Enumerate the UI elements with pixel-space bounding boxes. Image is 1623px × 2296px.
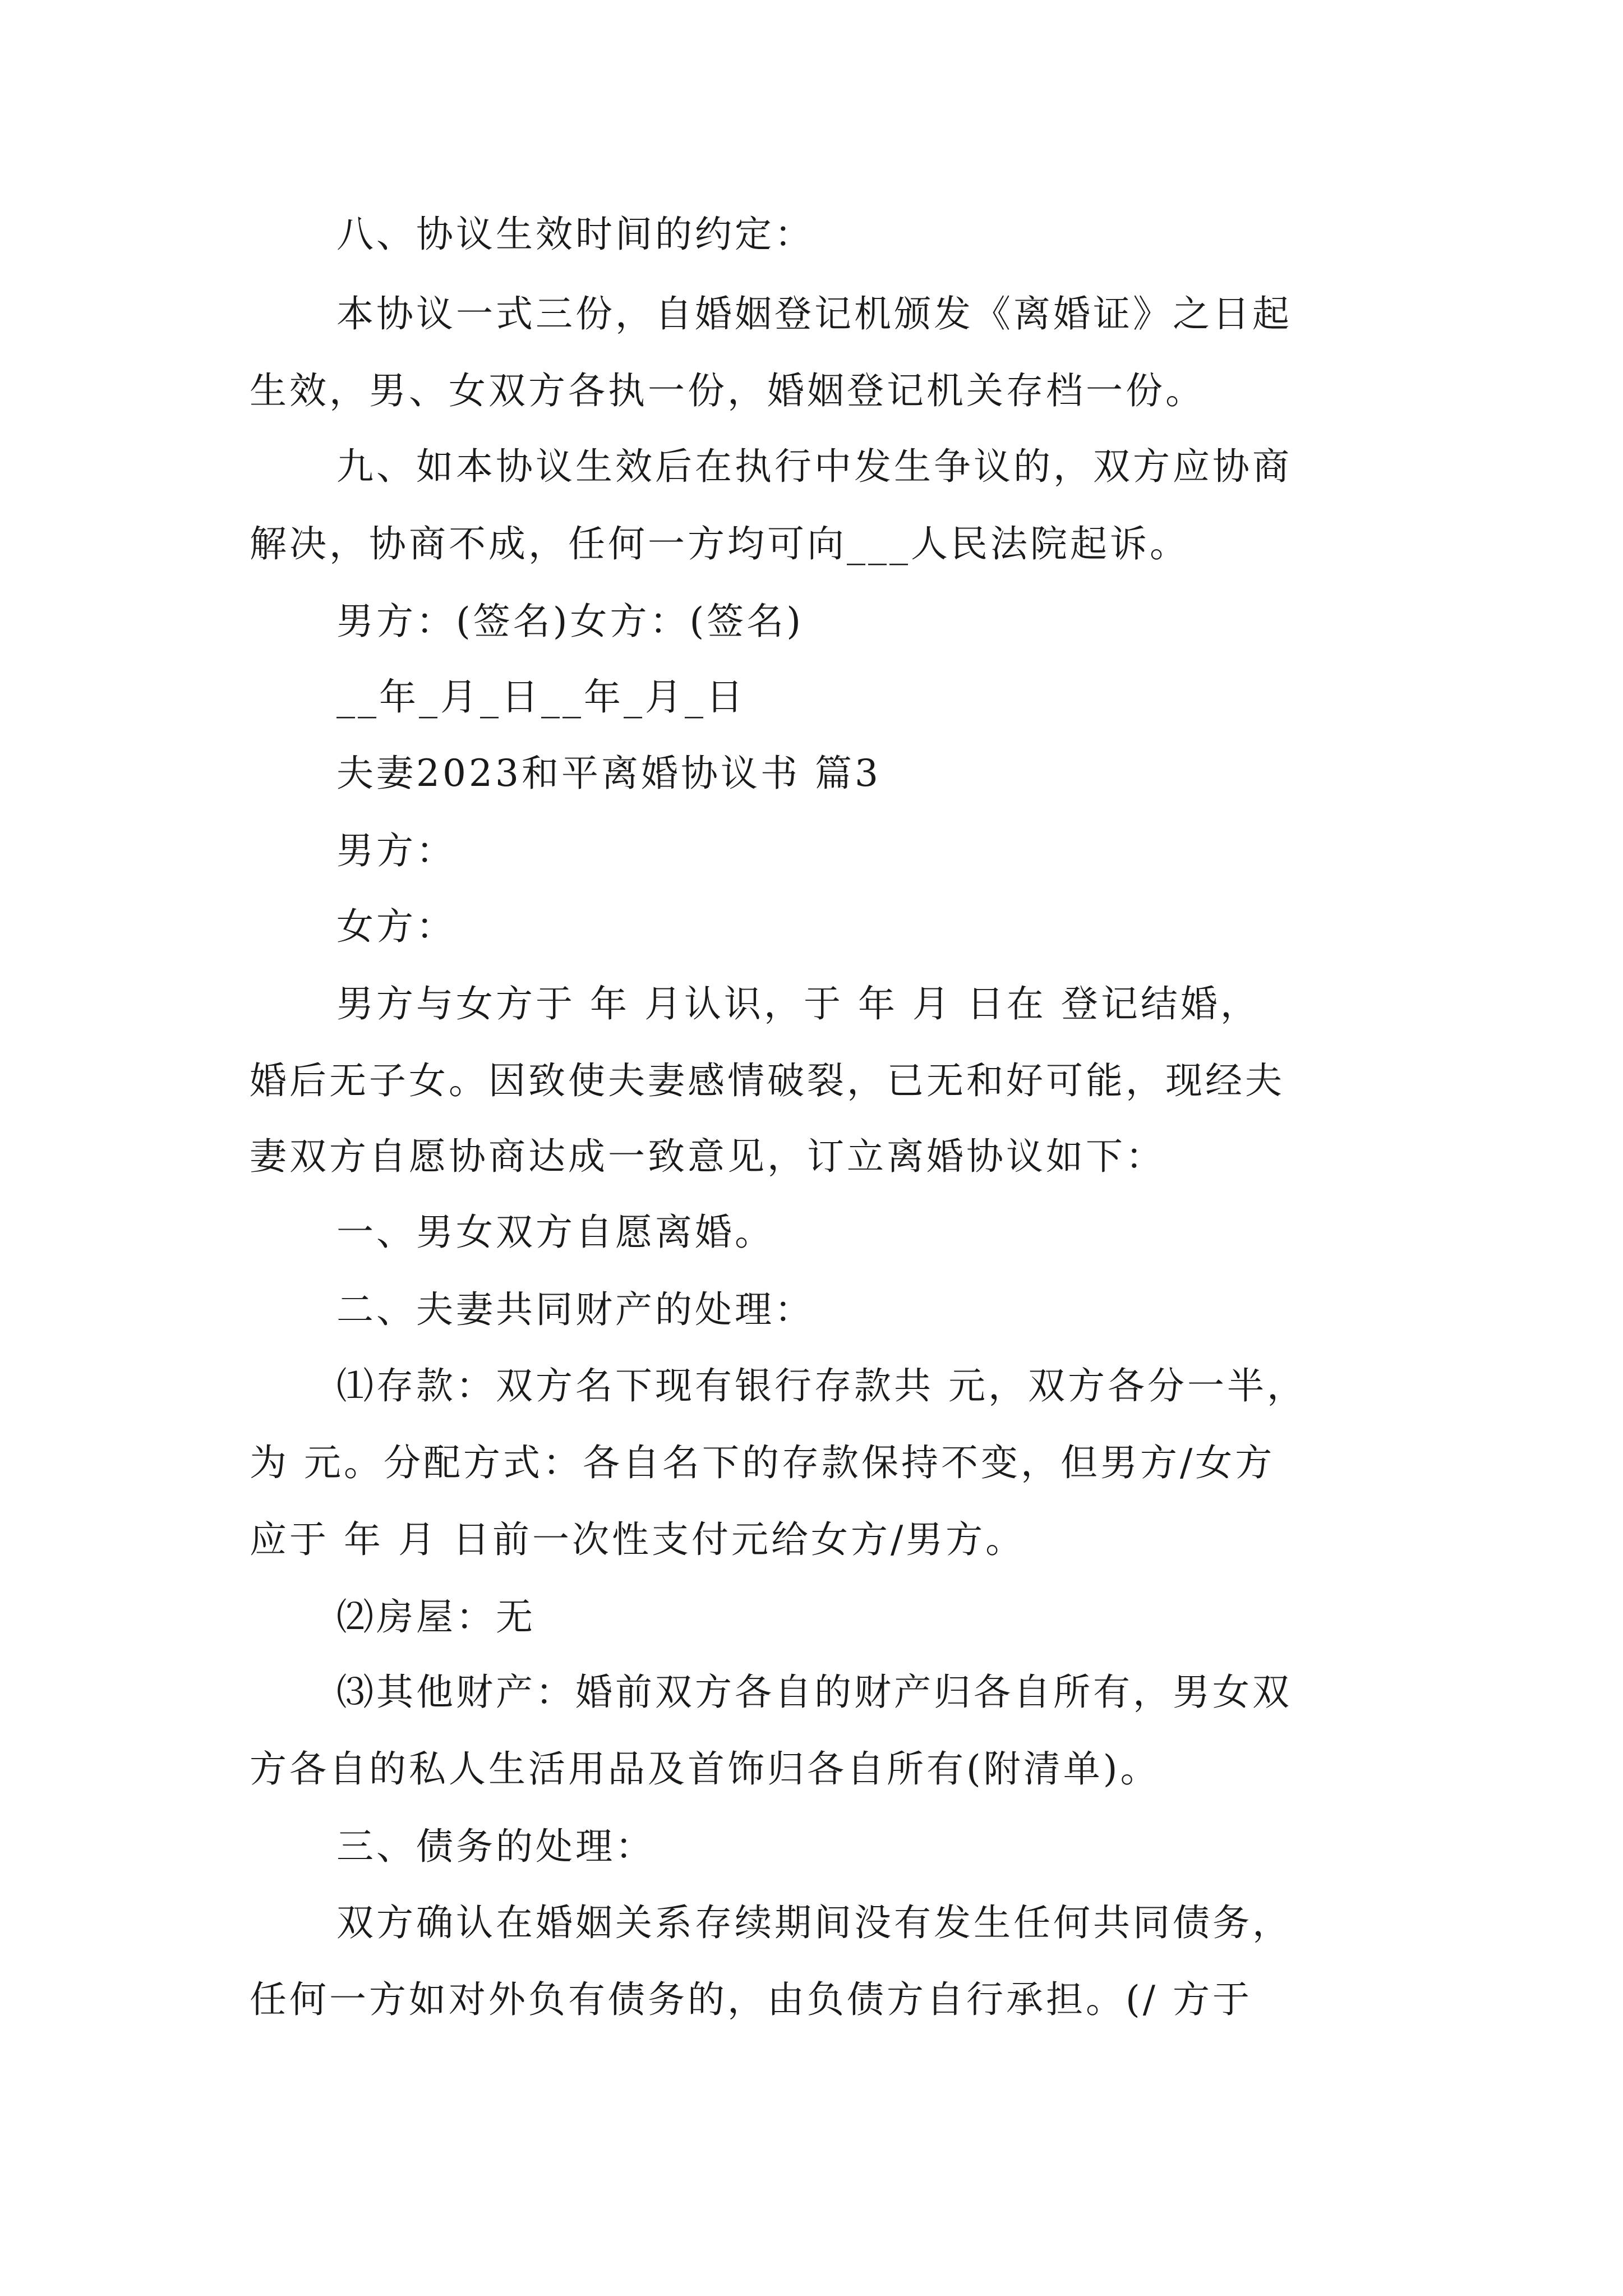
agreement-title: 夫妻2023和平离婚协议书 篇3	[336, 752, 881, 795]
section-9-line: 九、如本协议生效后在执行中发生争议的，双方应协商	[336, 445, 1292, 488]
paragraph-line: 为 元。分配方式：各自名下的存款保持不变，但男方/女方	[250, 1441, 1275, 1484]
date-line: __年_月_日__年_月_日	[336, 675, 746, 719]
paragraph-line: 任何一方如对外负有债务的，由负债方自行承担。(/ 方于	[250, 1978, 1252, 2021]
paragraph-line: 解决，协商不成，任何一方均可向___人民法院起诉。	[250, 522, 1189, 565]
section-8-heading: 八、协议生效时间的约定：	[336, 213, 814, 256]
paragraph-line: 应于 年 月 日前一次性支付元给女方/男方。	[250, 1518, 1026, 1561]
section-3-heading: 三、债务的处理：	[336, 1825, 655, 1868]
section-2-heading: 二、夫妻共同财产的处理：	[336, 1288, 814, 1331]
section-1-heading: 一、男女双方自愿离婚。	[336, 1211, 774, 1254]
paragraph-line: 男方与女方于 年 月认识，于 年 月 日在 登记结婚，	[336, 982, 1260, 1025]
party-male-label: 男方：	[336, 829, 456, 872]
paragraph-line: 本协议一式三份，自婚姻登记机颁发《离婚证》之日起	[336, 292, 1292, 335]
paragraph-line: 双方确认在婚姻关系存续期间没有发生任何共同债务，	[336, 1901, 1292, 1944]
paragraph-line: 生效，男、女双方各执一份，婚姻登记机关存档一份。	[250, 369, 1205, 412]
paragraph-line: 妻双方自愿协商达成一致意见，订立离婚协议如下：	[250, 1135, 1165, 1178]
savings-item-line: ⑴存款：双方名下现有银行存款共 元，双方各分一半，	[336, 1364, 1307, 1407]
housing-item-line: ⑵房屋：无	[336, 1595, 536, 1639]
paragraph-line: 婚后无子女。因致使夫妻感情破裂，已无和好可能，现经夫	[250, 1059, 1285, 1102]
other-property-item-line: ⑶其他财产：婚前双方各自的财产归各自所有，男女双	[336, 1671, 1292, 1714]
party-female-label: 女方：	[336, 905, 456, 948]
paragraph-line: 方各自的私人生活用品及首饰归各自所有(附清单)。	[250, 1747, 1160, 1791]
signature-line: 男方：(签名)女方：(签名)	[336, 600, 804, 643]
